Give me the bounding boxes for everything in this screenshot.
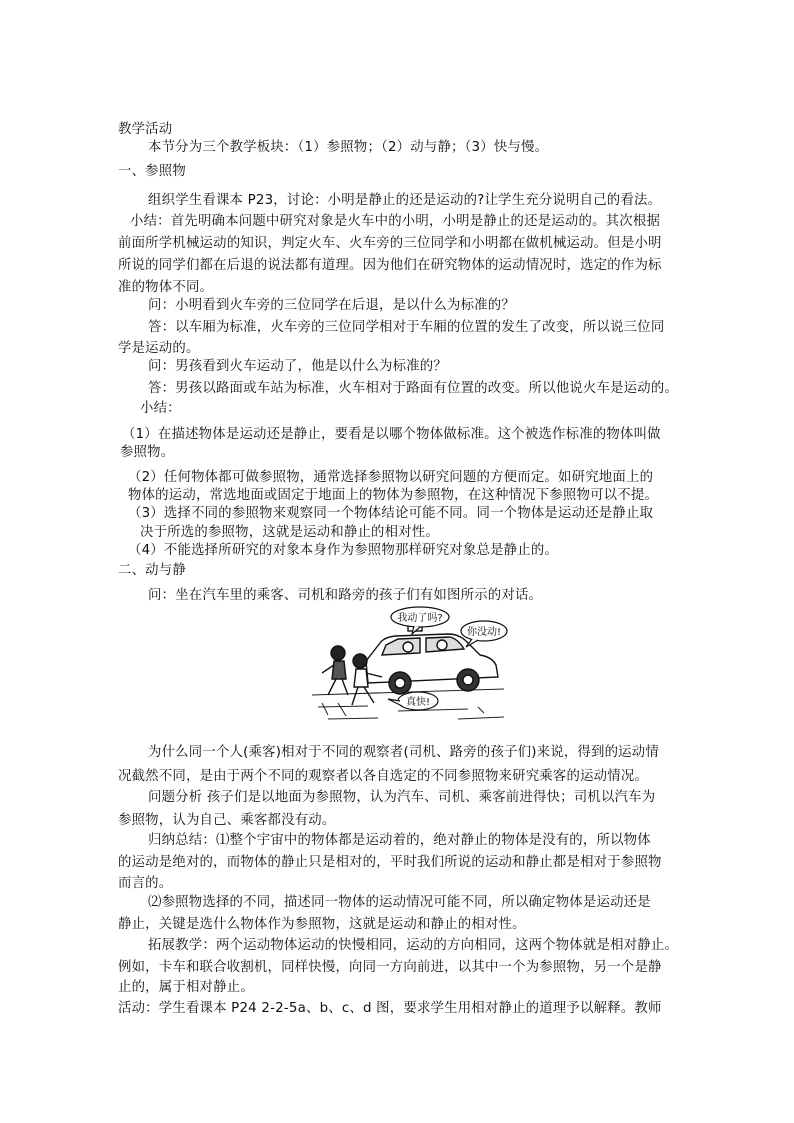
point-line: （4）不能选择所研究的对象本身作为参照物那样研究对象总是静止的。 — [128, 543, 559, 558]
point-line: （3）选择不同的参照物来观察同一个物体结论可能不同。同一个物体是运动还是静止取 — [128, 506, 654, 521]
part2-question: 问：坐在汽车里的乘客、司机和路旁的孩子们有如图所示的对话。 — [148, 588, 543, 603]
bubble-passenger-text: 我动了吗? — [397, 613, 443, 624]
analysis-line: 问题分析 孩子们是以地面为参照物，认为汽车、司机、乘客前进得快；司机以汽车为 — [148, 790, 656, 805]
conclusion-line: 归纳总结：⑴整个宇宙中的物体都是运动着的，绝对静止的物体是没有的，所以物体 — [148, 833, 651, 848]
conclusion-line: ⑵参照物选择的不同，描述同一物体的运动情况可能不同，所以确定物体是运动还是 — [148, 895, 651, 910]
why-line: 况截然不同，是由于两个不同的观察者以各自选定的不同参照物来研究乘客的运动情况。 — [118, 769, 649, 784]
extension-line: 例如，卡车和联合收割机，同样快慢，向同一方向前进，以其中一个为参照物，另一个是静 — [118, 960, 662, 975]
bubble-child-text: 真快! — [405, 697, 431, 708]
bubble-driver-text: 你没动! — [466, 627, 502, 638]
question-1: 问：小明看到火车旁的三位同学在后退，是以什么为标准的？ — [148, 298, 515, 313]
summary-line: 所说的同学们都在后退的说法都有道理。因为他们在研究物体的运动情况时，选定的作为标 — [118, 258, 662, 273]
activity-line: 活动：学生看课本 P24 2-2-5a、b、c、d 图，要求学生用相对静止的道理予以解释。教师 — [118, 1001, 662, 1016]
point-line: （2）任何物体都可做参照物，通常选择参照物以研究问题的方便而定。如研究地面上的 — [128, 470, 654, 485]
answer-1-line: 答：以车厢为标准，火车旁的三位同学相对于车厢的位置的发生了改变，所以说三位同 — [148, 320, 665, 335]
part2-title: 二、动与静 — [118, 563, 186, 578]
why-line: 为什么同一个人(乘客)相对于不同的观察者(司机、路旁的孩子们)来说，得到的运动情 — [148, 745, 659, 760]
section-heading: 教学活动 — [118, 122, 173, 137]
question-2: 问：男孩看到火车运动了，他是以什么为标准的？ — [148, 359, 447, 374]
point-line: 物体的运动，常选地面或固定于地面上的物体为参照物，在这种情况下参照物可以不提。 — [128, 488, 659, 503]
summary-line: 小结：首先明确本问题中研究对象是火车中的小明，小明是静止的还是运动的。其次根据 — [130, 214, 661, 229]
summary-line: 前面所学机械运动的知识，判定火车、火车旁的三位同学和小明都在做机械运动。但是小明 — [118, 236, 662, 251]
conclusion-line: 的运动是绝对的，而物体的静止只是相对的，平时我们所说的运动和静止都是相对于参照物 — [118, 855, 662, 870]
summary-line: 准的物体不同。 — [118, 280, 214, 295]
point-line: 参照物。 — [120, 445, 175, 460]
part1-title: 一、参照物 — [118, 164, 186, 179]
intro-paragraph: 本节分为三个教学板块：（1）参照物；（2）动与静；（3）快与慢。 — [148, 140, 549, 155]
extension-line: 拓展教学：两个运动物体运动的快慢相同，运动的方向相同，这两个物体就是相对静止。 — [148, 938, 679, 953]
answer-2: 答：男孩以路面或车站为标准，火车相对于路面有位置的改变。所以他说火车是运动的。 — [148, 381, 679, 396]
part1-paragraph: 组织学生看课本 P23，讨论：小明是静止的还是运动的?让学生充分说明自己的看法。 — [148, 193, 662, 208]
analysis-line: 参照物，认为自己、乘客都没有动。 — [118, 813, 336, 828]
point-line: 决于所选的参照物，这就是运动和静止的相对性。 — [140, 525, 439, 540]
conclusion-line: 而言的。 — [118, 876, 173, 891]
conclusion-line: 静止，关键是选什么物体作为参照物，这就是运动和静止的相对性。 — [118, 917, 526, 932]
answer-1-line: 学是运动的。 — [118, 341, 200, 356]
car-and-children-illustration — [308, 603, 508, 725]
summary-2-label: 小结： — [140, 401, 181, 416]
extension-line: 止的，属于相对静止。 — [118, 980, 254, 995]
point-line: （1）在描述物体是运动还是静止，要看是以哪个物体做标准。这个被选作标准的物体叫做 — [122, 427, 661, 442]
